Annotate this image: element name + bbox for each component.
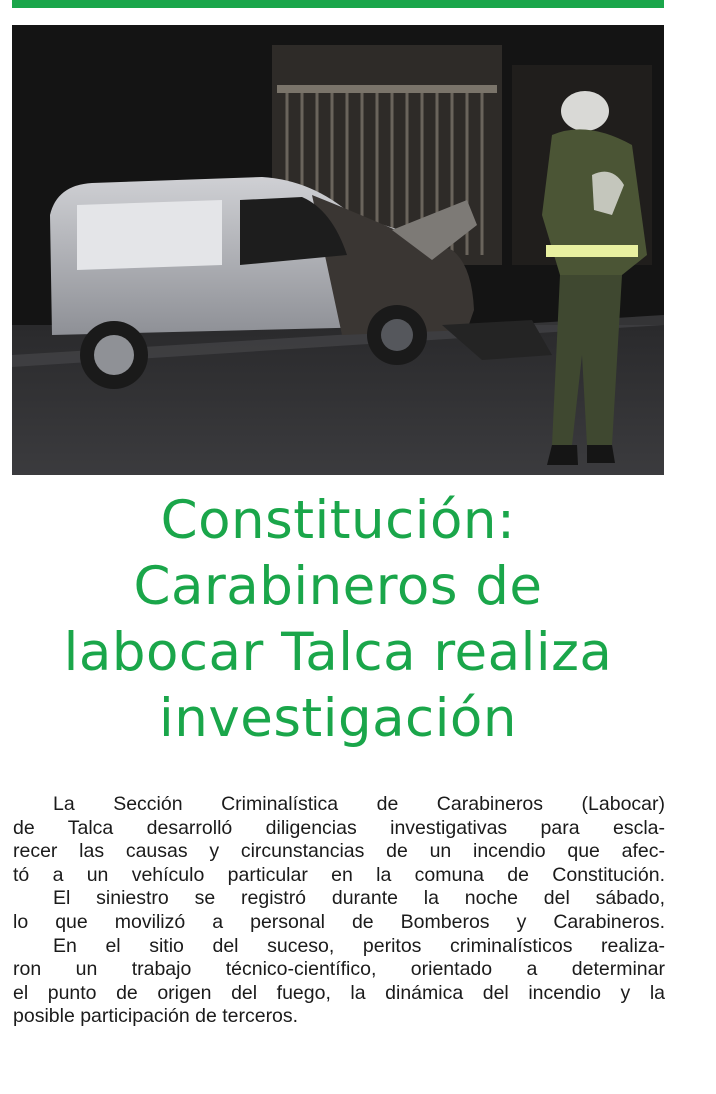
body-line: recer las causas y circunstancias de un incendio que afec- — [13, 840, 665, 863]
body-line: En el sitio del suceso, peritos criminalísticos realiza- — [53, 934, 665, 957]
body-line: de Talca desarrolló diligencias investigativas para escla- — [13, 816, 665, 839]
headline-line: Carabineros de — [133, 556, 543, 617]
headline-line: Constitución: — [160, 490, 516, 551]
headline-line: labocar Talca realiza — [63, 622, 613, 683]
article-headline — [0, 488, 676, 752]
body-line: posible participación de terceros. — [13, 1005, 299, 1028]
body-line: La Sección Criminalística de Carabineros (Labocar) — [53, 793, 665, 815]
article-body — [13, 793, 665, 1029]
article-photo — [12, 25, 664, 475]
top-accent-bar — [12, 0, 664, 8]
body-line: el punto de origen del fuego, la dinámica del incendio y la — [13, 981, 665, 1004]
body-line: ron un trabajo técnico-científico, orientado a determinar — [13, 958, 665, 981]
headline-line: investigación — [159, 688, 517, 749]
body-line: lo que movilizó a personal de Bomberos y Carabineros. — [13, 910, 665, 933]
burned-van-photo — [12, 25, 664, 475]
body-line: tó a un vehículo particular en la comuna de Constitución. — [13, 863, 665, 886]
body-line: El siniestro se registró durante la noche del sábado, — [53, 887, 665, 910]
